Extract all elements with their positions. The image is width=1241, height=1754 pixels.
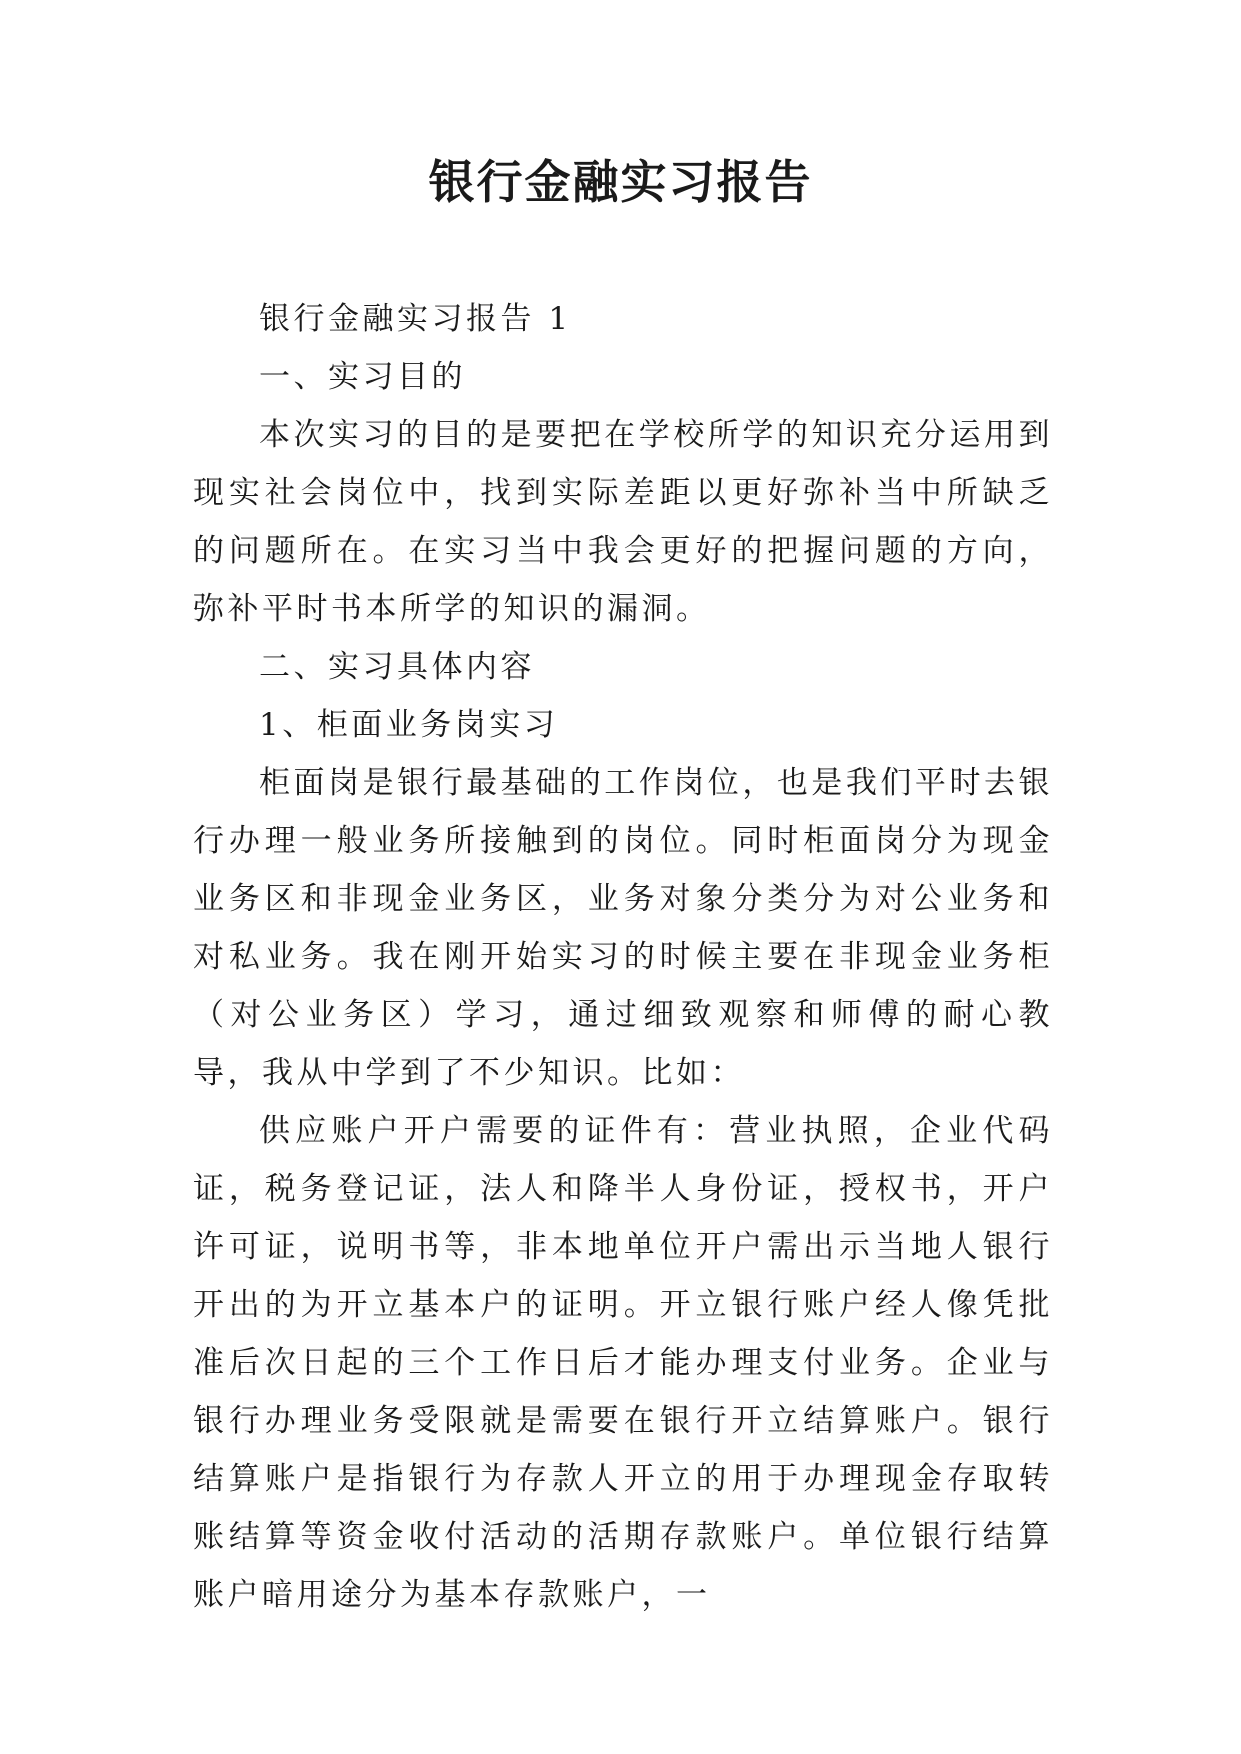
section-heading-content: 二、实习具体内容 xyxy=(259,649,535,685)
paragraph-purpose: 本次实习的目的是要把在学校所学的知识充分运用到现实社会岗位中，找到实际差距以更好弥补当中所缺乏的问题所在。在实习当中我会更好的把握问题的方向，弥补平时书本所学的知识的漏洞。 xyxy=(193,417,1053,627)
subsection-heading-counter: 1、柜面业务岗实习 xyxy=(259,707,559,743)
paragraph-counter-intro: 柜面岗是银行最基础的工作岗位，也是我们平时去银行办理一般业务所接触到的岗位。同时柜面岗分为现金业务区和非现金业务区，业务对象分类分为对公业务和对私业务。我在刚开始实习的时候主要在非现金业务柜（对公业务区）学习，通过细致观察和师傅的耐心教导，我从中学到了不少知识。比如： xyxy=(193,765,1053,1091)
document-body xyxy=(193,290,1053,1624)
report-subtitle: 银行金融实习报告 1 xyxy=(259,301,572,337)
section-heading-purpose: 一、实习目的 xyxy=(259,359,466,395)
paragraph-account-opening: 供应账户开户需要的证件有：营业执照，企业代码证，税务登记证，法人和降半人身份证，授权书，开户许可证，说明书等，非本地单位开户需出示当地人银行开出的为开立基本户的证明。开立银行账户经人像凭批准后次日起的三个工作日后才能办理支付业务。企业与银行办理业务受限就是需要在银行开立结算账户。银行结算账户是指银行为存款人开立的用于办理现金存取转账结算等资金收付活动的活期存款账户。单位银行结算账户暗用途分为基本存款账户，一 xyxy=(193,1113,1053,1613)
document-title: 银行金融实习报告 xyxy=(428,155,813,209)
